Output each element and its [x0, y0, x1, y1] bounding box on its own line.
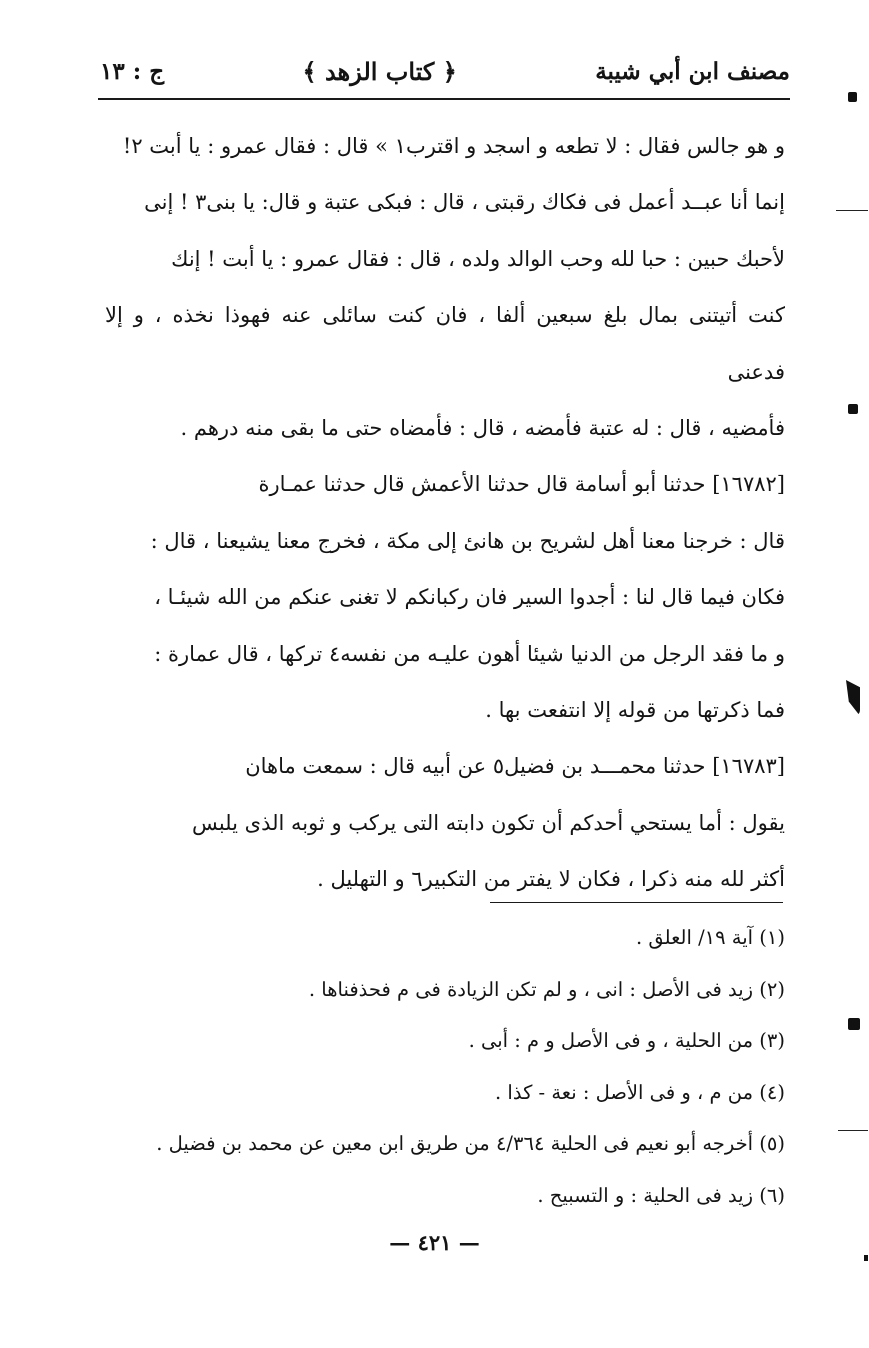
scan-mark [848, 92, 857, 102]
header-divider [98, 98, 790, 100]
text-line: فكان فيما قال لنا : أجدوا السير فان ركبانكم لا تغنى عنكم من الله شيئـا ، [154, 585, 785, 610]
hadith-heading-16782: [١٦٧٨٢] حدثنا أبو أسامة قال حدثنا الأعمش قال حدثنا عمـارة [258, 472, 785, 497]
scan-mark [848, 404, 858, 414]
text-line: و ما فقد الرجل من الدنيا شيئا أهون عليـه من نفسه٤ تركها ، قال عمارة : [154, 641, 785, 666]
footnotes [105, 912, 785, 1221]
main-text [105, 118, 785, 908]
text-line: كنت أتيتنى بمال بلغ سبعين ألفا ، فان كنت سائلى عنه فهوذا نخذه ، و إلا فدعنى [105, 303, 785, 384]
text-line: أكثر لله منه ذكرا ، فكان لا يفتر من التكبير٦ و التهليل . [317, 867, 785, 892]
footnote-6: (٦) زيد فى الحلية : و التسبيح . [537, 1183, 785, 1207]
scan-tick [838, 1130, 868, 1131]
page-number: — ٤٢١ — [389, 1230, 480, 1255]
footnote-1: (١) آية ١٩/ العلق . [635, 926, 785, 949]
footnote-5: (٥) أخرجه أبو نعيم فى الحلية ٤/٣٦٤ من طريق ابن معين عن محمد بن فضيل . [156, 1132, 785, 1155]
header-chapter-title: ﴿ كتاب الزهد ﴾ [302, 56, 457, 86]
running-header [100, 48, 790, 94]
text-line: إنما أنا عبــد أعمل فى فكاك رقبتى ، قال : فبكى عتبة و قال: يا بنى٣ ! إنى [144, 190, 785, 215]
text-line: لأحبك حبين : حبا لله وحب الوالد ولده ، قال : فقال عمرو : يا أبت ! إنك [171, 246, 785, 271]
scan-tick [836, 210, 868, 211]
footnote-3: (٣) من الحلية ، و فى الأصل و م : أبى . [468, 1029, 785, 1052]
scan-mark [848, 1018, 860, 1030]
footnote-2: (٢) زيد فى الأصل : انى ، و لم تكن الزيادة فى م فحذفناها . [308, 977, 785, 1001]
text-line: فما ذكرتها من قوله إلا انتفعت بها . [485, 698, 785, 723]
scan-mark [864, 1255, 868, 1261]
text-line: فأمضيه ، قال : له عتبة فأمضه ، قال : فأمضاه حتى ما بقى منه درهم . [180, 416, 785, 441]
footnote-4: (٤) من م ، و فى الأصل : نعة - كذا . [495, 1080, 785, 1104]
text-line: قال : خرجنا معنا أهل لشريح بن هانئ إلى مكة ، فخرج معنا يشيعنا ، قال : [150, 528, 785, 553]
header-book-title: مصنف ابن أبي شيبة [595, 57, 790, 85]
hadith-heading-16783: [١٦٧٨٣] حدثنا محمـــد بن فضيل٥ عن أبيه قال : سمعت ماهان [245, 754, 785, 779]
text-line: يقول : أما يستحي أحدكم أن تكون دابته التى يركب و ثوبه الذى يلبس [192, 810, 785, 835]
text-line: و هو جالس فقال : لا تطعه و اسجد و اقترب١ » قال : فقال عمرو : يا أبت ٢! [122, 134, 785, 158]
footnote-divider [490, 902, 783, 903]
scan-mark [846, 680, 860, 716]
header-volume: ج : ١٣ [100, 57, 165, 85]
